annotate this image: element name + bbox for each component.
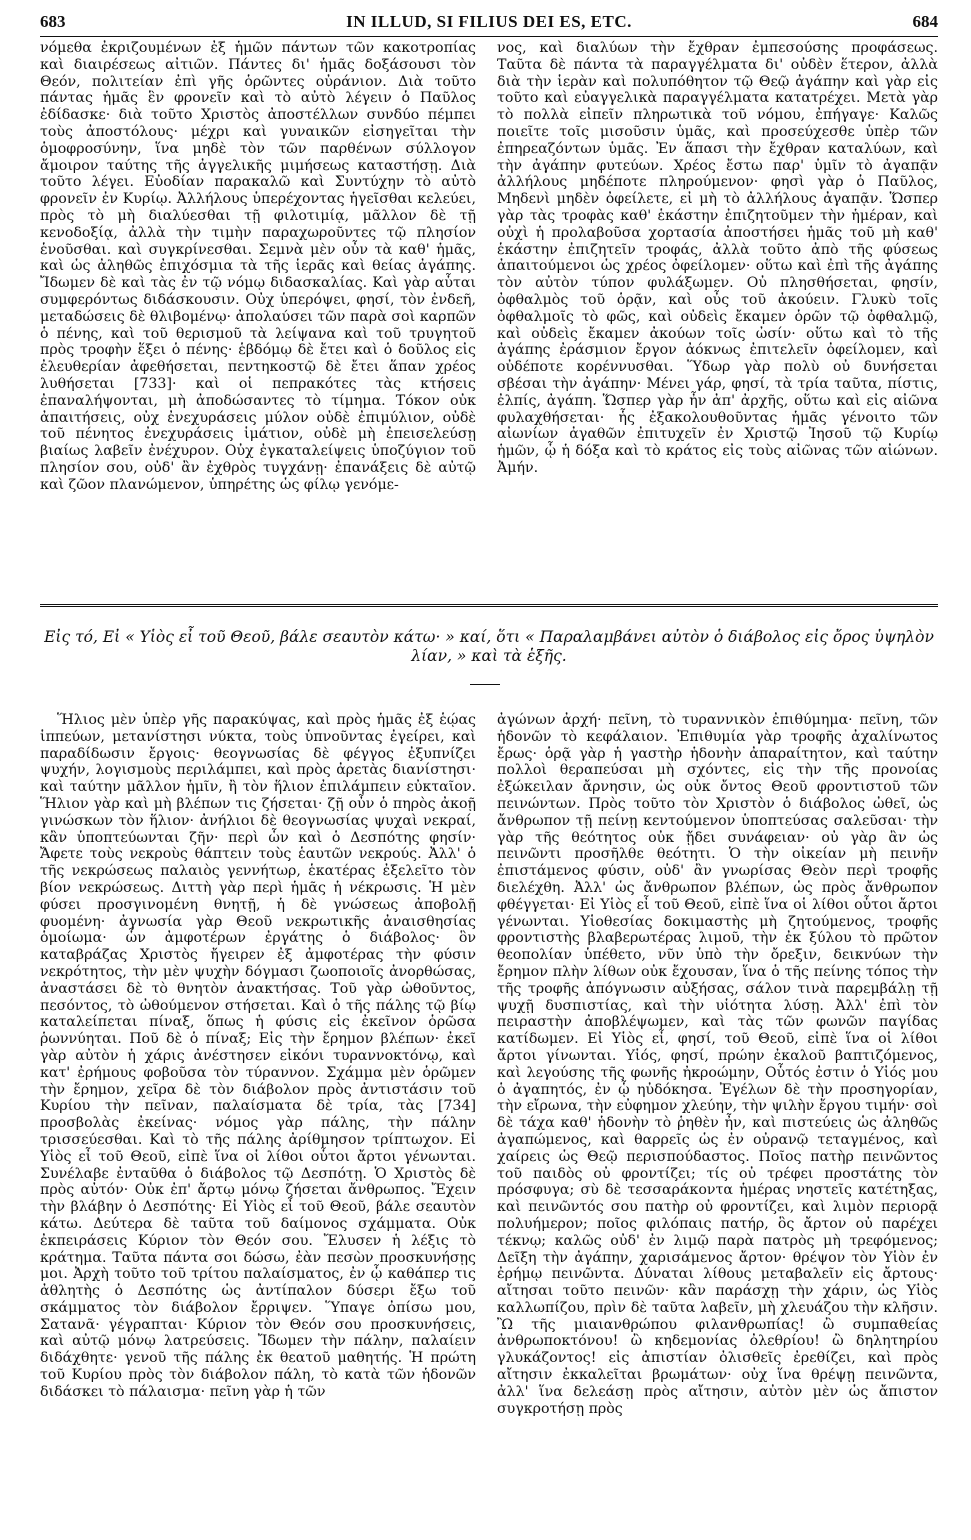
paragraph: νος, καὶ διαλύων τὴν ἔχθραν ἐμπεσούσης προφάσεως. Ταῦτα δὲ πάντα τὰ παραγγέλματα δι' οὐδὲν ἕτερον, ἀλλὰ διὰ τὴν ἱερὰν καὶ πολυπόθητον τῷ Θεῷ ἀγάπην καὶ γὰρ εἰς τοῦτο καὶ εὐαγγελικὰ παραγγέλματα κατατρέχει. Μετὰ γὰρ τὸ πολλὰ εἰπεῖν πληρωτικὰ τοῦ νόμου, ἐπήγαγε· Καλῶς ποιεῖτε τοῖς μισοῦσιν ὑμᾶς, καὶ προσεύχεσθε ὑπὲρ τῶν ἐπηρεαζόντων ὑμᾶς. Ἐν ἅπασι τὴν ἔχθραν καταλύων, καὶ τὴν ἀγάπην φυτεύων. Χρέος ἔστω παρ' ὑμῖν τὸ ἀγαπᾷν ἀλλήλους μηδέποτε πληρούμενον· φησὶ γὰρ ὁ Παῦλος, Μηδενὶ μηδὲν ὀφείλετε, εἰ μὴ τὸ ἀλλήλους ἀγαπᾷν. Ὥσπερ γὰρ τὰς τροφὰς καθ' ἑκάστην ἐπιζητοῦμεν τὴν ἡμέραν, καὶ οὐχὶ ἡ προλαβοῦσα χορτασία ἀποστήσει ἡμᾶς τοῦ μὴ καθ' ἑκάστην ἐπιζητεῖν τροφάς, ἀλλὰ τοῦτο ἀπὸ τῆς φύσεως ἀπαιτούμενοι ὡς χρέος ὀφείλομεν· οὕτω καὶ ἐπὶ τῆς ἀγάπης τὸν αὐτὸν τύπον φυλάξωμεν. Οὐ πλησθήσεται, φησίν, ὀφθαλμὸς τοῦ ὁρᾷν, καὶ οὖς τοῦ ἀκούειν. Γλυκὺ τοῖς ὀφθαλμοῖς τὸ φῶς, καὶ οὐδεὶς ἔκαμεν ὁρῶν τῷ ὀφθαλμῷ, καὶ οὐδεὶς ἔκαμεν ἀκούων τοῖς ὠσίν· οὕτω καὶ τὸ τῆς ἀγάπης ἐράσμιον ἔργον ἀόκνως ἐπιτελεῖν ὀφείλομεν, καὶ οὐδέποτε κορέννυσθαι. Ὕδωρ γὰρ πολὺ οὐ δυνήσεται σβέσαι τὴν ἀγάπην· Μένει γάρ, φησί, τὰ τρία ταῦτα, πίστις, ἐλπίς, ἀγάπη. Ὥσπερ γὰρ ἦν ἀπ' ἀρχῆς, οὕτω καὶ εἰς αἰῶνα φυλαχθήσεται· ἧς ἐξακολουθοῦντας ἡμᾶς γένοιτο τῶν αἰωνίων ἀγαθῶν ἐπιτυχεῖν ἐν Χριστῷ Ἰησοῦ τῷ Κυρίῳ ἡμῶν, ᾧ ἡ δόξα καὶ τὸ κράτος εἰς τοὺς αἰῶνας τῶν αἰώνων. Ἀμήν.	[497, 40, 938, 476]
top-right-column	[497, 40, 938, 600]
paragraph: ἀγώνων ἀρχή· πεῖνη, τὸ τυραννικὸν ἐπιθύμημα· πεῖνη, τῶν ἡδονῶν τὸ κεφάλαιον. Ἐπιθυμία γὰρ τροφῆς ἀχαλίνωτος ἔρως· ὁρᾷ γὰρ ἡ γαστὴρ ἡδονὴν ἀπαραίτητον, καὶ ταύτην πολλοὶ θεραπεύσαι μὴ σχόντες, εἰς τὴν τῆς προνοίας ἐξώκειλαν ἄρνησιν, ὡς οὐκ ὄντος Θεοῦ φροντιστοῦ τῶν πεινώντων. Πρὸς τοῦτο τὸν Χριστὸν ὁ διάβολος ὠθεῖ, ὡς ἄνθρωπον τῇ πείνῃ κεντούμενον ὑποπτεύσας σαλεῦσαι· τὴν γὰρ τῆς θεότητος οὐκ ᾔδει συνάφειαν· οὐ γὰρ ἂν ὡς πεινῶντι προσῆλθε θεότητι. Ὁ τὴν οἰκείαν μὴ πεινῆν ἐπιστάμενος φύσιν, οὐδ' ἂν γνωρίσας Θεὸν περὶ τροφῆς διελέχθη. Ἀλλ' ὡς ἄνθρωπον βλέπων, ὡς πρὸς ἄνθρωπον φθέγγεται· Εἰ Υἱὸς εἶ τοῦ Θεοῦ, εἰπὲ ἵνα οἱ λίθοι οὗτοι ἄρτοι γένωνται. Υἱοθεσίας δοκιμαστὴς μὴ ζητούμενος, τροφῆς φροντιστὴς βλαβερωτέρας λιμοῦ, τὴν ἐκ ξύλου τὸ πρῶτον θεοπολίαν ὑπέθετο, νῦν ὑπὸ τὴν ὄρεξιν, δεικνύων τὴν ἔρημον πλὴν λίθων οὐκ ἔχουσαν, ἵνα ὁ τῆς πείνης τόπος τὴν τῆς τροφῆς ἀπόγνωσιν αὐξήσας, σάλον τινὰ παρεμβάλῃ τῇ ψυχῇ δυσπιστίας, καὶ τὴν υἱότητα λύσῃ. Ἀλλ' ἐπὶ τὸν πειραστὴν ἀποβλέψωμεν, καὶ τὰς τῶν φωνῶν παγίδας κατίδωμεν. Εἰ Υἱὸς εἶ, φησί, τοῦ Θεοῦ, εἰπὲ ἵνα οἱ λίθοι ἄρτοι γίνωνται. Υἱός, φησί, πρώην ἐκαλοῦ βαπτιζόμενος, καὶ λεγούσης τῆς φωνῆς ἠκροώμην, Οὗτός ἐστιν ὁ Υἱός μου ὁ ἀγαπητός, ἐν ᾧ ηὐδόκησα. Ἐγέλων δὲ τὴν προσηγορίαν, τὴν εἴρωνα, τὴν εὐφημον χλεύην, τὴν ψιλὴν ἔργου τιμήν· σοὶ δὲ τάχα καθ' ἡδονὴν τὸ ῥηθὲν ἦν, καὶ πιστεύεις ὡς ἀληθῶς ἀγαπώμενος, καὶ θαρρεῖς ὡς ἐν οὐρανῷ τεταγμένος, καὶ χαίρεις ὡς Θεῷ περισπούδαστος. Ποῖος πατὴρ πεινῶντος τοῦ παιδὸς οὐ φροντίζει; τίς οὐ τρέφει προστάτης τὸν πρόσφυγα; σὺ δὲ τεσσαράκοντα ἡμέρας νηστεῖς κατέτηξας, καὶ πεινῶντός σου πατὴρ οὐ φροντίζει, καὶ λιμὸν περιορᾷ πολυήμερον; ποῖος φιλόπαις πατήρ, ὃς ἄρτον οὐ παρέχει τέκνῳ; καλῶς οὐδ' ἐν λιμῷ παρὰ πατρὸς μὴ τρεφόμενος; Δεῖξη τὴν ἀγάπην, χαρισάμενος ἄρτον· θρέψον τὸν Υἱὸν ἐν ἐρήμῳ πεινῶντα. Δύναται λίθους μεταβαλεῖν εἰς ἄρτους· αἴτησαι τοῦτο πεινῶν· κἂν παράσχῃ τὴν χάριν, ὡς Υἱὸς καλλωπίζου, πρὶν δὲ ταῦτα λαβεῖν, μὴ χλευάζου τὴν κλῆσιν. Ὢ τῆς μιαιανθρώπου φιλανθρωπίας! ὢ συμπαθείας ἀνθρωποκτόνου! ὢ κηδεμονίας ὀλεθρίου! ὢ δηλητηρίου γλυκάζοντος! εἰς ἀπιστίαν ὀλισθεῖς ἐρεθίζει, καὶ πρὸς αἴτησιν ἐκκαλεῖται βρωμάτων· οὐχ ἵνα θρέψῃ πεινῶντα, ἀλλ' ἵνα δελεάσῃ πρὸς αἴτησιν, αὐτὸν μὲν ὡς ἄπιστον συγκροτήσῃ πρὸς	[497, 712, 938, 1417]
bottom-left-column	[40, 712, 476, 1534]
short-rule	[470, 684, 500, 685]
section-divider	[40, 604, 938, 607]
section-title: Εἰς τό, Εἰ « Υἱὸς εἶ τοῦ Θεοῦ, βάλε σεαυτὸν κάτω· » καί, ὅτι « Παραλαμβάνει αὐτὸν ὁ διάβολος εἰς ὄρος ὑψηλὸν λίαν, » καὶ τὰ ἑξῆς.	[44, 628, 934, 665]
top-left-column	[40, 40, 476, 600]
paragraph: Ἥλιος μὲν ὑπὲρ γῆς παρακύψας, καὶ πρὸς ἡμᾶς ἐξ ἑῴας ἱππεύων, μετανίστησι νύκτα, τοὺς ὑπνοῦντας ἐγείρει, καὶ παραδίδωσιν ἔργοις· θεογνωσίας δὲ φέγγος ἐξυπνίζει ψυχήν, λογισμοὺς περιλάμπει, καὶ πρὸς ἀρετὰς διανίστησι· καὶ ταύτην μᾶλλον ἡμῖν, ἢ τὸν ἥλιον ἐπιλάμπειν εὐκταῖον. Ἥλιον γὰρ καὶ μὴ βλέπων τις ζήσεται· ζῇ οὖν ὁ πηρὸς ἀκοῇ γινώσκων τὸν ἥλιον· ἀνήλιοι δὲ θεογνωσίας ψυχαὶ νεκραί, κἂν ὑποπτεύωνται ζῆν· περὶ ὧν καὶ ὁ Δεσπότης φησίν· Ἄφετε τοὺς νεκροὺς θάπτειν τοὺς ἑαυτῶν νεκρούς. Ἀλλ' ὁ τῆς νεκρώσεως παλαιὸς γεννήτωρ, ἑκατέρας ἐξελεῖτο τὸν βίον νεκρώσεως. Διττὴ γὰρ περὶ ἡμᾶς ἡ νέκρωσις. Ἡ μὲν φύσει προσγινομένη θνητῇ, ἡ δὲ γνώσεως ἀποβολῇ φυομένη· ἀγνωσία γὰρ Θεοῦ νεκρωτικῆς ἀναισθησίας ὁμοίωμα· ὧν ἀμφοτέρων ἐργάτης ὁ διάβολος· ὃν καταβράζας Χριστὸς ἤγειρεν ἐξ ἀμφοτέρας τὴν φύσιν νεκρότητος, τὴν μὲν ψυχὴν δόγμασι ζωοποιοῖς ἀνορθώσας, ἀναστάσει δὲ τὸ θνητὸν ἀνακτήσας. Τοῦ γὰρ ὠθοῦντος, πεσόντος, τὸ ὠθούμενον στήσεται. Καὶ ὁ τῆς πάλης τῷ βίῳ καταλείπεται πίναξ, ὅπως ἡ φύσις εἰς ἐκεῖνον ὁρῶσα ῥωννύηται. Ποῦ δὲ ὁ πίναξ; Εἰς τὴν ἔρημον βλέπων· ἐκεῖ γὰρ αὐτὸν ἡ χάρις ἀνέστησεν εἰκόνι τυραννοκτόνῳ, καὶ κατ' ἐρήμους φοβοῦσα τὸν τύραννον. Σχάμμα μὲν ὁρῶμεν τὴν ἔρημον, χεῖρα δὲ τὸν διάβολον πρὸς ἀντιστάσιν τοῦ Κυρίου τὴν πεῖναν, παλαίσματα δὲ τρία, τὰς [734] προσβολὰς ἐκείνας· νόμος γὰρ πάλης, τὴν πάλην τρισσεύεσθαι. Καὶ τὸ τῆς πάλης ἀρίθμησον τρίπτωχον. Εἰ Υἱὸς εἶ τοῦ Θεοῦ, εἰπὲ ἵνα οἱ λίθοι οὗτοι ἄρτοι γένωνται. Συνέλαβε ἐνταῦθα ὁ διάβολος τῷ Δεσπότῃ. Ὁ Χριστὸς δὲ πρὸς αὐτόν· Οὐκ ἐπ' ἄρτῳ μόνῳ ζήσεται ἄνθρωπος. Ἔχειν τὴν βλάβην ὁ Δεσπότης· Εἰ Υἱὸς εἶ τοῦ Θεοῦ, βάλε σεαυτὸν κάτω. Δεύτερα δὲ ταῦτα τοῦ δαίμονος σχάμματα. Οὐκ ἐκπειράσεις Κύριον τὸν Θεόν σου. Ἔλυσεν ἡ λέξις τὸ κράτημα. Ταῦτα πάντα σοι δώσω, ἐὰν πεσὼν προσκυνήσῃς μοι. Ἀρχὴ τοῦτο τοῦ τρίτου παλαίσματος, ἐν ᾧ καθάπερ τις ἀθλητὴς ὁ Δεσπότης ὡς ἀντίπαλον δύσερι ἔξω τοῦ σκάμματος τὸν διάβολον ἔρριψεν. Ὕπαγε ὀπίσω μου, Σατανᾶ· γέγραπται· Κύριον τὸν Θεόν σου προσκυνήσεις, καὶ αὐτῷ μόνῳ λατρεύσεις. Ἴδωμεν τὴν πάλην, παλαίειν διδάχθητε· γενοῦ τῆς πάλης ἐκ θεατοῦ μαθητής. Ἡ πρώτη τοῦ Κυρίου πρὸς τὸν διάβολον πάλη, τὸ κατὰ τῶν ἡδονῶν διδάσκει τὸ πάλαισμα· πεῖνη γὰρ ἡ τῶν	[40, 712, 476, 1400]
paragraph: νόμεθα ἐκριζουμένων ἐξ ἡμῶν πάντων τῶν κακοτροπίας καὶ διαιρέσεως αἰτιῶν. Πάντες δι' ἡμᾶς δοξάσουσι τὸν Θεόν, πολιτείαν ἐπὶ γῆς ὁρῶντες οὐράνιον. Διὰ τοῦτο πάντας ἡμᾶς ἓν φρονεῖν καὶ τὸ αὐτὸ λέγειν ὁ Παῦλος ἐδίδασκε· διὰ τοῦτο Χριστὸς ἀποστέλλων συνδύο πέμπει τοὺς ἀποστόλους· μέχρι καὶ γυναικῶν εἰσηγεῖται τὴν ὁμοφροσύνην, ἵνα μηδὲ τὸν τῶν παρθένων σύλλογον ἄμοιρον ταύτης τῆς ἀγγελικῆς μιμήσεως καταστήσῃ. Διὰ τοῦτο λέγει. Εὐοδίαν παρακαλῶ καὶ Συντύχην τὸ αὐτὸ φρονεῖν ἐν Κυρίῳ. Ἀλλήλους ὑπερέχοντας ἡγεῖσθαι κελεύει, πρὸς τὸ μὴ διαλύεσθαι τῇ φιλοτιμίᾳ, μᾶλλον δὲ τῇ κενοδοξίᾳ, ἀλλὰ τὴν τιμὴν παραχωροῦντες τῷ πλησίον ἑνοῦσθαι. καὶ συγκρίνεσθαι. Σεμνὰ μὲν οὖν τὰ καθ' ἡμᾶς, καὶ ὡς ἀληθῶς ἐπιχόσμια τὰ τῆς ἱερᾶς καὶ θείας ἀγάπης. Ἴδωμεν δὲ καὶ τὰς ἐν τῷ νόμῳ διδασκαλίας. Καὶ γὰρ αὗται συμφερόντως διδάσκουσιν. Οὐχ ὑπερόψει, φησί, τὸν ἐνδεῆ, μεταδώσεις δὲ θλιβομένῳ· ἀπολαύσει τῶν παρὰ σοὶ καρπῶν ὁ πένης, καὶ τοῦ θερισμοῦ τὰ λείψανα καὶ τοῦ τρυγητοῦ πρὸς τροφὴν ἕξει ὁ πένης· ἑβδόμῳ δὲ ἔτει καὶ ὁ δοῦλος εἰς ἐλευθερίαν ἀφεθήσεται, πεντηκοστῷ δὲ ἔτει ἅπαν χρέος λυθήσεται [733]· καὶ οἱ πεπρακότες τὰς κτήσεις ἐπαναλήψονται, μὴ ἀποδώσαντες τὸ τίμημα. Τόκον οὐκ ἀπαιτήσεις, οὐχ ἐνεχυράσεις μύλον οὐδὲ ἐπιμύλιον, οὐδὲ τοῦ πένητος ἐνεχυράσεις ἱμάτιον, οὐδὲ μὴ ἐπεισελεύσῃ βιαίως λαβεῖν ἐνέχυρον. Οὐχ ἐγκαταλείψεις ὑποζύγιον τοῦ πλησίον σου, οὐδ' ἂν ἐχθρὸς τυγχάνῃ· ἐπανάξεις δὲ αὐτῷ καὶ ζῶον πλανώμενον, ὑπηρέτης ὡς φίλῳ γενόμε-	[40, 40, 476, 493]
running-title: IN ILLUD, SI FILIUS DEI ES, ETC.	[346, 12, 632, 31]
bottom-right-column	[497, 712, 938, 1534]
page-number-right: 684	[912, 12, 938, 31]
running-header	[40, 8, 938, 37]
page-number-left: 683	[40, 12, 66, 31]
